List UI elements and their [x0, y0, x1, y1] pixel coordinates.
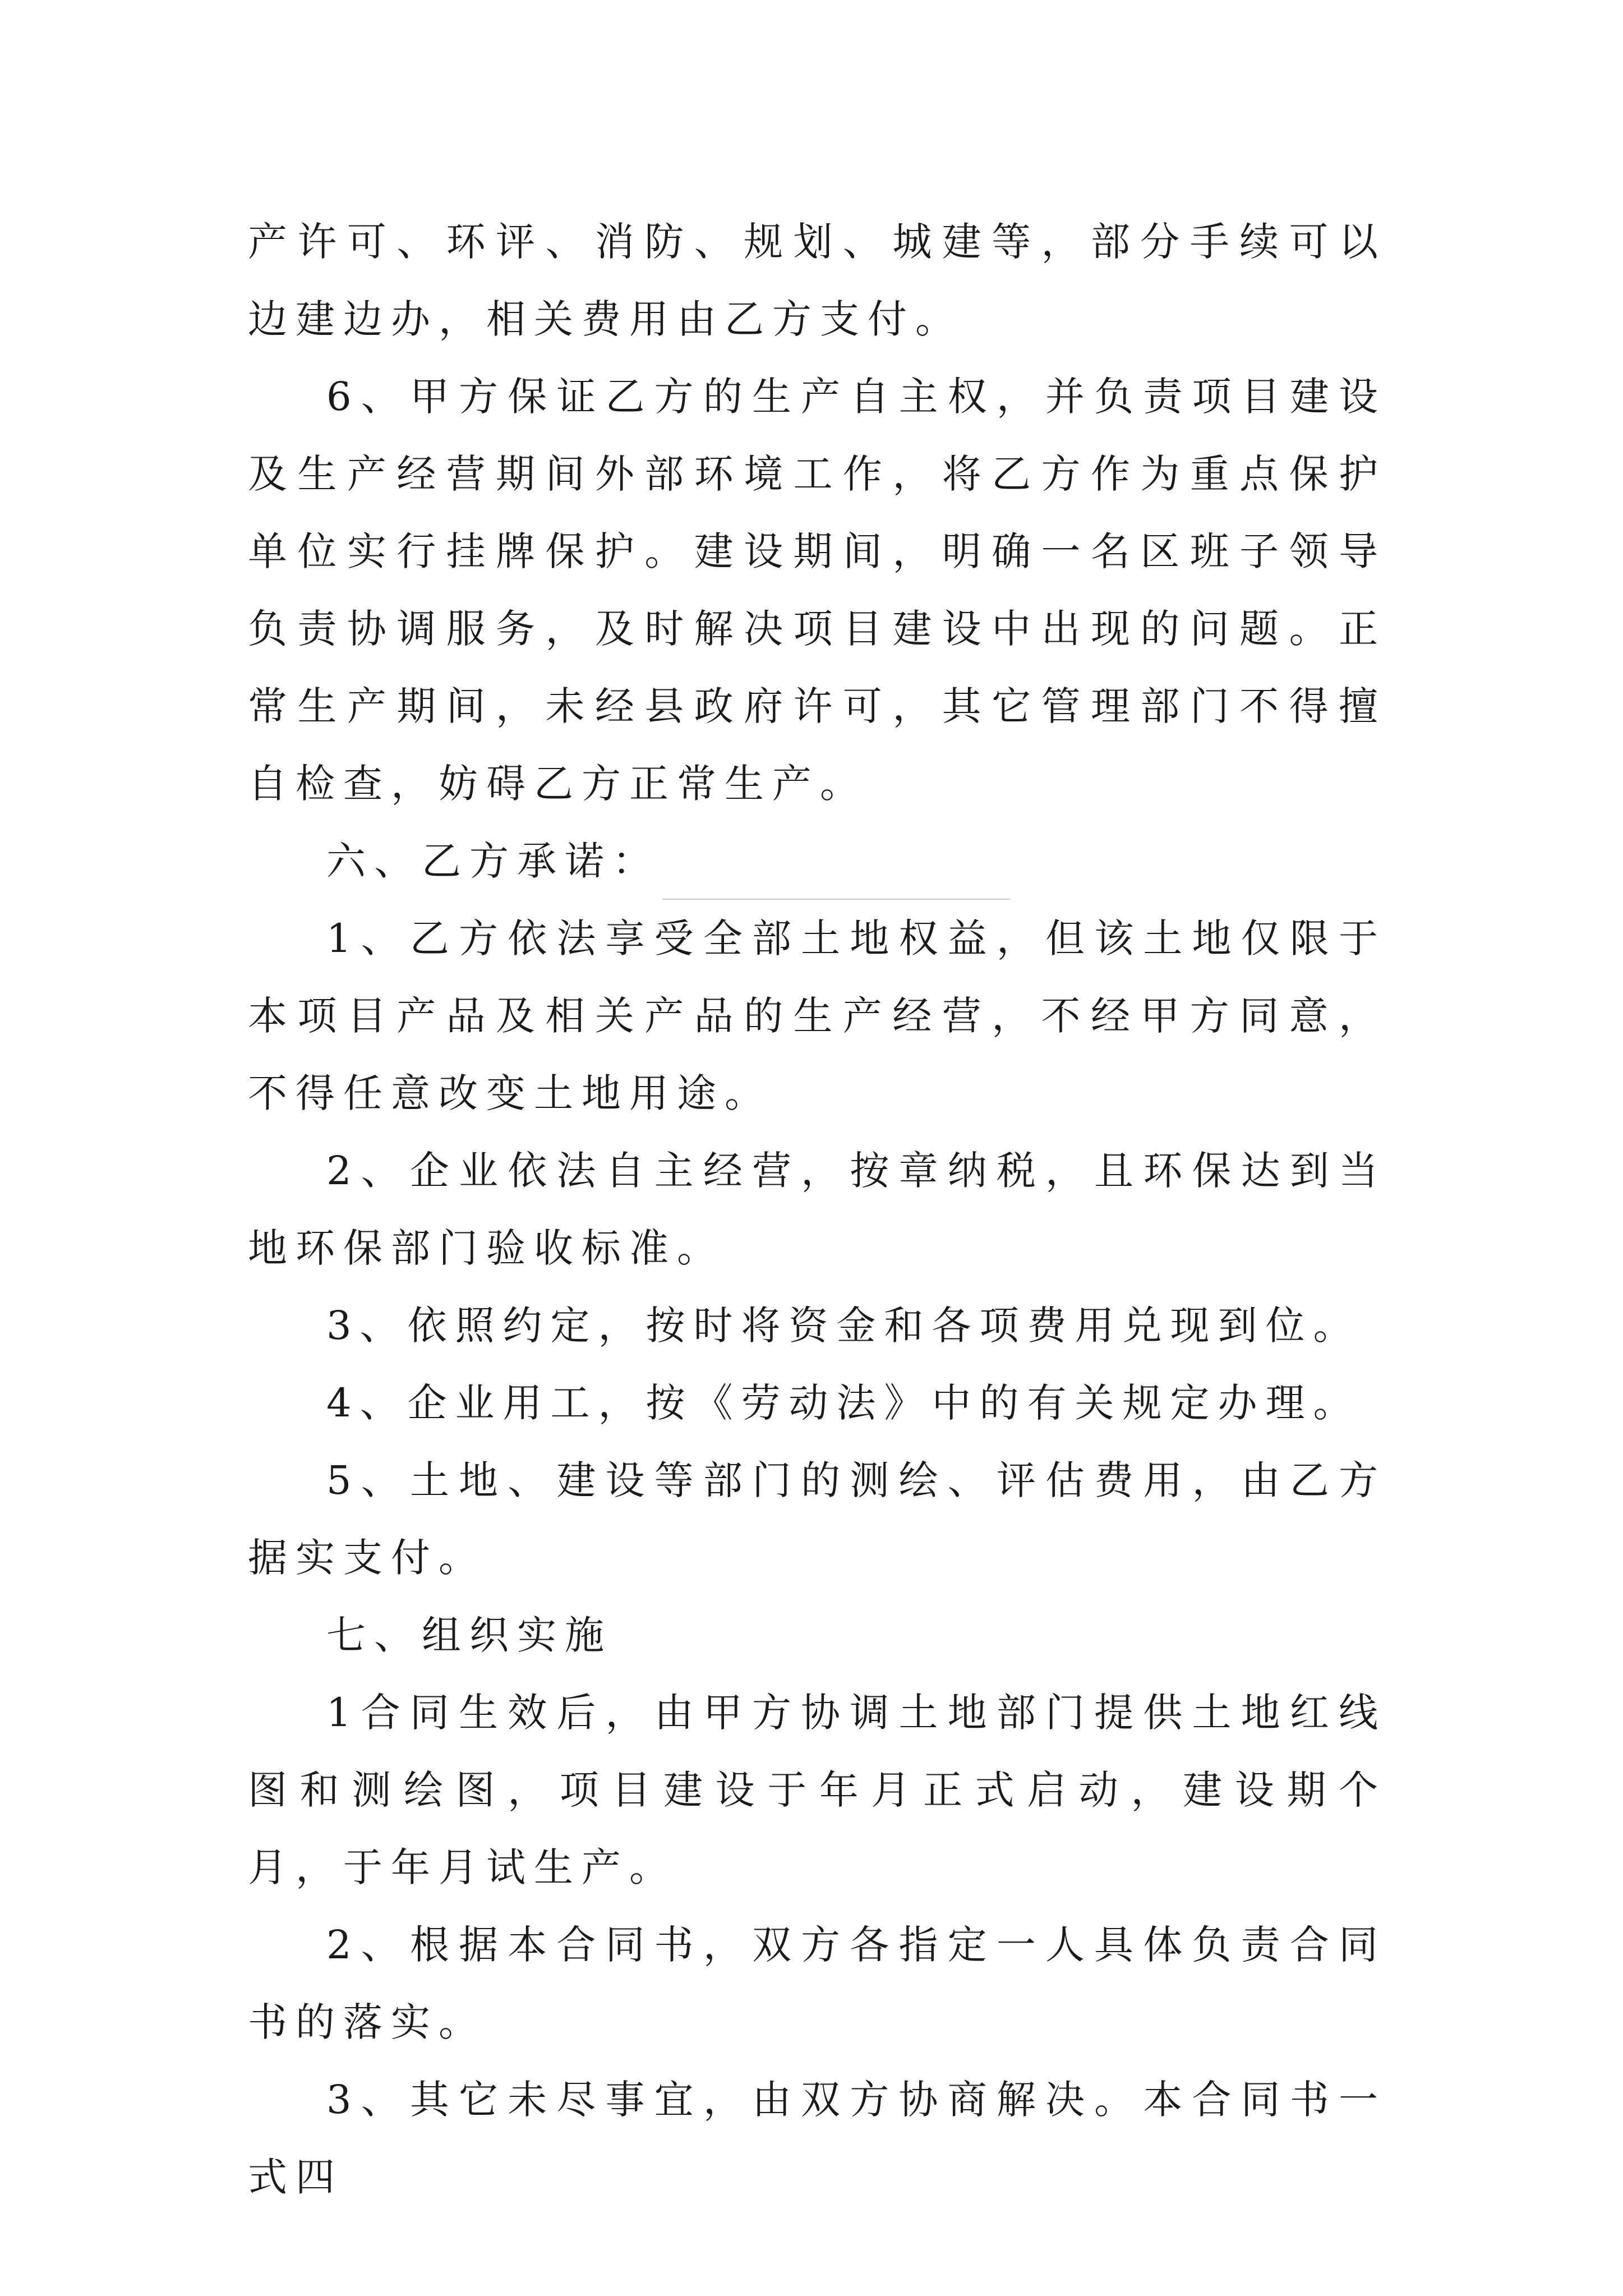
paragraph-party-b-item-5: 5、土地、建设等部门的测绘、评估费用，由乙方据实支付。 [248, 1457, 1386, 1581]
document-body [248, 203, 1386, 2216]
paragraph-party-b-item-1: 1、乙方依法享受全部土地权益，但该土地仅限于本项目产品及相关产品的生产经营，不经甲方同意，不得任意改变土地用途。 [248, 915, 1386, 1116]
section-heading-text: 六、乙方承诺： [326, 838, 660, 884]
paragraph-party-a-item-6: 6、甲方保证乙方的生产自主权，并负责项目建设及生产经营期间外部环境工作，将乙方作为重点保护单位实行挂牌保护。建设期间，明确一名区班子领导负责协调服务，及时解决项目建设中出现的问题。正常生产期间，未经县政府许可，其它管理部门不得擅自检查，妨碍乙方正常生产。 [248, 374, 1386, 807]
paragraph-party-b-item-3: 3、依照约定，按时将资金和各项费用兑现到位。 [326, 1303, 1361, 1349]
paragraph-implementation-item-3: 3、其它未尽事宜，由双方协商解决。本合同书一式四 [248, 2077, 1386, 2200]
paragraph-continued-permits: 产许可、环评、消防、规划、城建等，部分手续可以边建边办，相关费用由乙方支付。 [248, 219, 1386, 342]
section-heading-party-b-commitments [248, 822, 1386, 900]
section-heading-implementation: 七、组织实施 [326, 1612, 612, 1658]
paragraph-party-b-item-4: 4、企业用工，按《劳动法》中的有关规定办理。 [326, 1380, 1361, 1426]
paragraph-party-b-item-2: 2、企业依法自主经营，按章纳税，且环保达到当地环保部门验收标准。 [248, 1148, 1386, 1271]
paragraph-implementation-item-2: 2、根据本合同书，双方各指定一人具体负责合同书的落实。 [248, 1922, 1386, 2045]
blank-underline-field [662, 859, 1010, 900]
paragraph-implementation-item-1: 1合同生效后，由甲方协调土地部门提供土地红线图和测绘图，项目建设于年月正式启动，建设期个月，于年月试生产。 [248, 1690, 1386, 1890]
